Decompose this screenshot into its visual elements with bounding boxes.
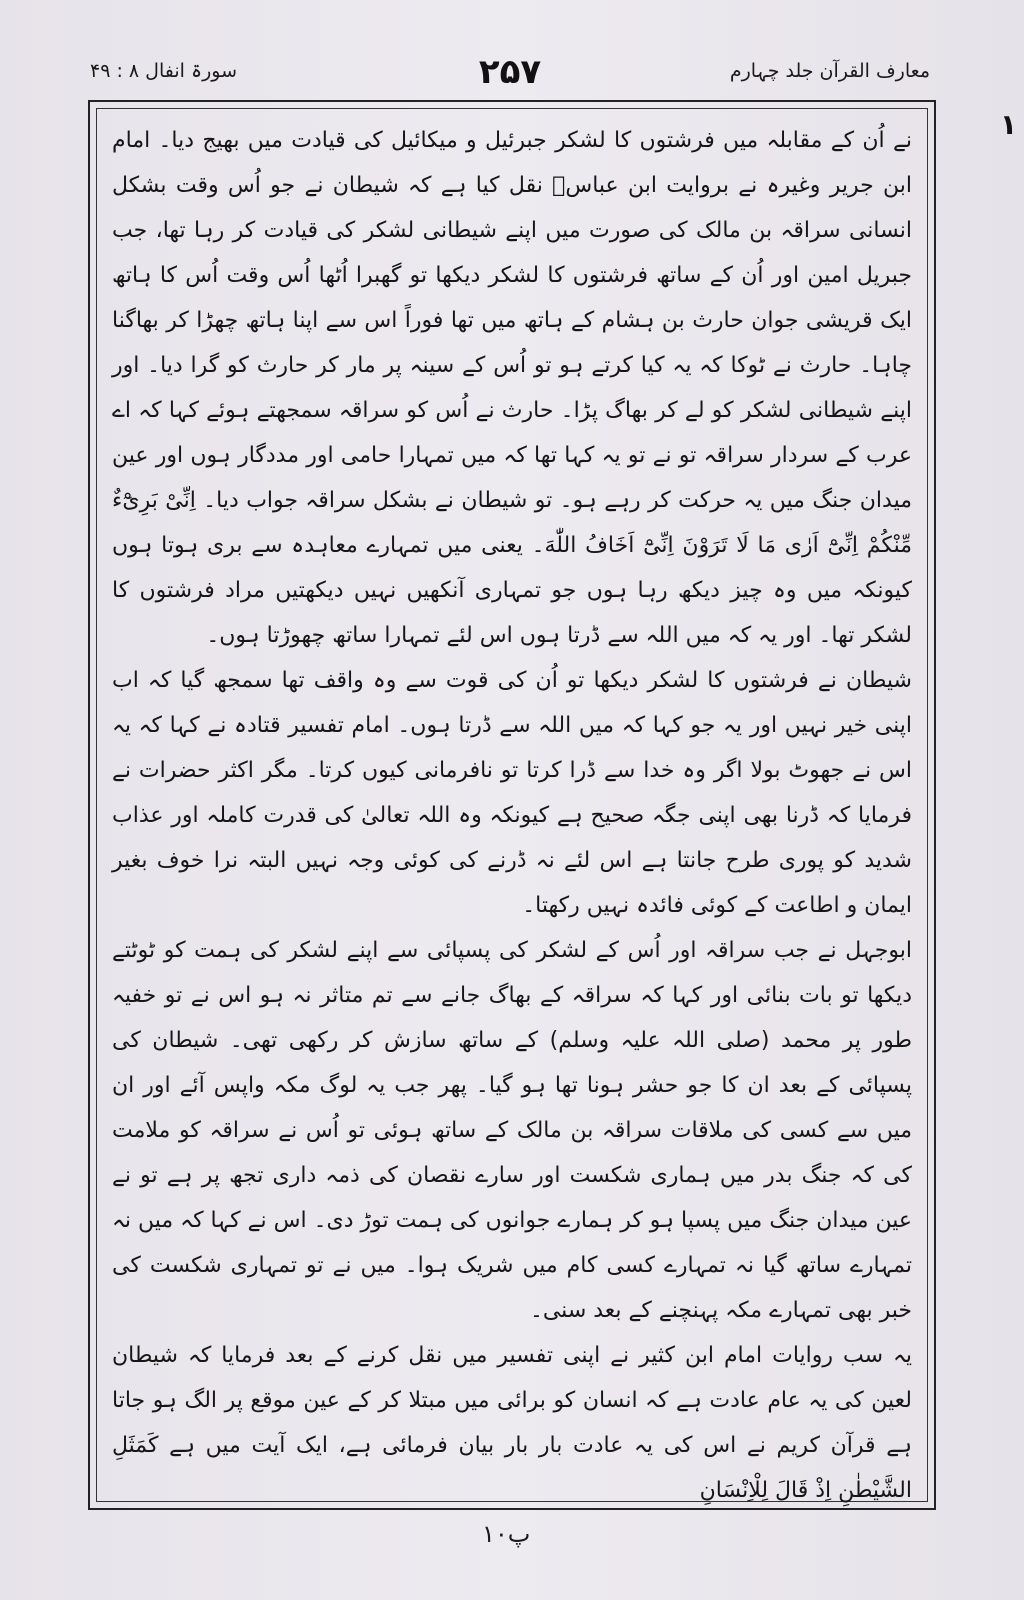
- paragraph-3: ابوجہل نے جب سراقہ اور اُس کے لشکر کی پسپائی سے اپنے لشکر کی ہمت کو ٹوٹتے دیکھا تو بات بنائی اور کہا کہ سراقہ کے بھاگ جانے سے تم متاثر نہ ہو اس نے تو خفیہ طور پر محمد (صلی اللہ علیہ وسلم) کے ساتھ سازش کر رکھی تھی۔ شیطان کی پسپائی کے بعد ان کا جو حشر ہونا تھا ہو گیا۔ پھر جب یہ لوگ مکہ واپس آئے اور ان میں سے کسی کی ملاقات سراقہ بن مالک کے ساتھ ہوئی تو اُس نے سراقہ کو ملامت کی کہ جنگ بدر میں ہماری شکست اور سارے نقصان کی ذمہ داری تجھ پر ہے تو نے عین میدان جنگ میں پسپا ہو کر ہمارے جوانوں کی ہمت توڑ دی۔ اس نے کہا کہ میں نہ تمہارے ساتھ گیا نہ تمہارے کسی کام میں شریک ہوا۔ میں نے تو تمہاری شکست کی خبر بھی تمہارے مکہ پہنچنے کے بعد سنی۔: [112, 938, 912, 1323]
- paragraph-1: نے اُن کے مقابلہ میں فرشتوں کا لشکر جبرئیل و میکائیل کی قیادت میں بھیج دیا۔ امام ابن جریر وغیرہ نے بروایت ابن عباسؓ نقل کیا ہے کہ شیطان نے جو اُس وقت بشکل انسانی سراقہ بن مالک کی صورت میں اپنے شیطانی لشکر کی قیادت کر رہا تھا، جب جبریل امین اور اُن کے ساتھ فرشتوں کا لشکر دیکھا تو گھبرا اُٹھا اُس وقت اُس کا ہاتھ ایک قریشی جوان حارث بن ہشام کے ہاتھ میں تھا فوراً اس سے اپنا ہاتھ چھڑا کر بھاگنا چاہا۔ حارث نے ٹوکا کہ یہ کیا کرتے ہو تو اُس کے سینہ پر مار کر حارث کو گرا دیا۔ اور اپنے شیطانی لشکر کو لے کر بھاگ پڑا۔ حارث نے اُس کو سراقہ سمجھتے ہوئے کہا کہ اے عرب کے سردار سراقہ تو نے تو یہ کہا تھا کہ میں تمہارا حامی اور مددگار ہوں اور عین میدان جنگ میں یہ حرکت کر رہے ہو۔ تو شیطان نے بشکل سراقہ جواب دیا۔ اِنِّىْ بَرِىْٓءٌ مِّنْكُمْ اِنِّىْٓ اَرٰى مَا لَا تَرَوْنَ اِنِّىْٓ اَخَافُ اللّٰهَ۔ یعنی میں تمہارے معاہدہ سے بری ہوتا ہوں کیونکہ میں وہ چیز دیکھ رہا ہوں جو تمہاری آنکھیں نہیں دیکھتیں مراد فرشتوں کا لشکر تھا۔ اور یہ کہ میں اللہ سے ڈرتا ہوں اس لئے تمہارا ساتھ چھوڑتا ہوں۔: [112, 128, 912, 648]
- book-title: معارف القرآن جلد چہارم: [729, 60, 930, 82]
- margin-mark: ١: [1000, 108, 1018, 141]
- page-header: [90, 48, 930, 94]
- paragraph-2: شیطان نے فرشتوں کا لشکر دیکھا تو اُن کی قوت سے وہ واقف تھا سمجھ گیا کہ اب اپنی خیر نہیں اور یہ جو کہا کہ میں اللہ سے ڈرتا ہوں۔ امام تفسیر قتادہ نے کہا کہ یہ اس نے جھوٹ بولا اگر وہ خدا سے ڈرا کرتا تو نافرمانی کیوں کرتا۔ مگر اکثر حضرات نے فرمایا کہ ڈرنا بھی اپنی جگہ صحیح ہے کیونکہ وہ اللہ تعالیٰ کی قدرت کاملہ اور عذاب شدید کو پوری طرح جانتا ہے اس لئے نہ ڈرنے کی کوئی وجہ نہیں البتہ نرا خوف بغیر ایمان و اطاعت کے کوئی فائدہ نہیں رکھتا۔: [112, 668, 912, 918]
- paragraph-4: یہ سب روایات امام ابن کثیر نے اپنی تفسیر میں نقل کرنے کے بعد فرمایا کہ شیطان لعین کی یہ عام عادت ہے کہ انسان کو برائی میں مبتلا کر کے عین موقع پر الگ ہو جاتا ہے قرآن کریم نے اس کی یہ عادت بار بار بیان فرمائی ہے، ایک آیت میں ہے کَمَثَلِ الشَّيْطٰنِ اِذْ قَالَ لِلْاِنْسَانِ: [112, 1343, 912, 1503]
- page-number: ۲۵۷: [478, 52, 542, 92]
- signature-mark: پ١٠: [482, 1520, 531, 1548]
- surah-reference: سورۃ انفال ۸ : ۴۹: [90, 60, 238, 82]
- main-text-block: [112, 118, 912, 1513]
